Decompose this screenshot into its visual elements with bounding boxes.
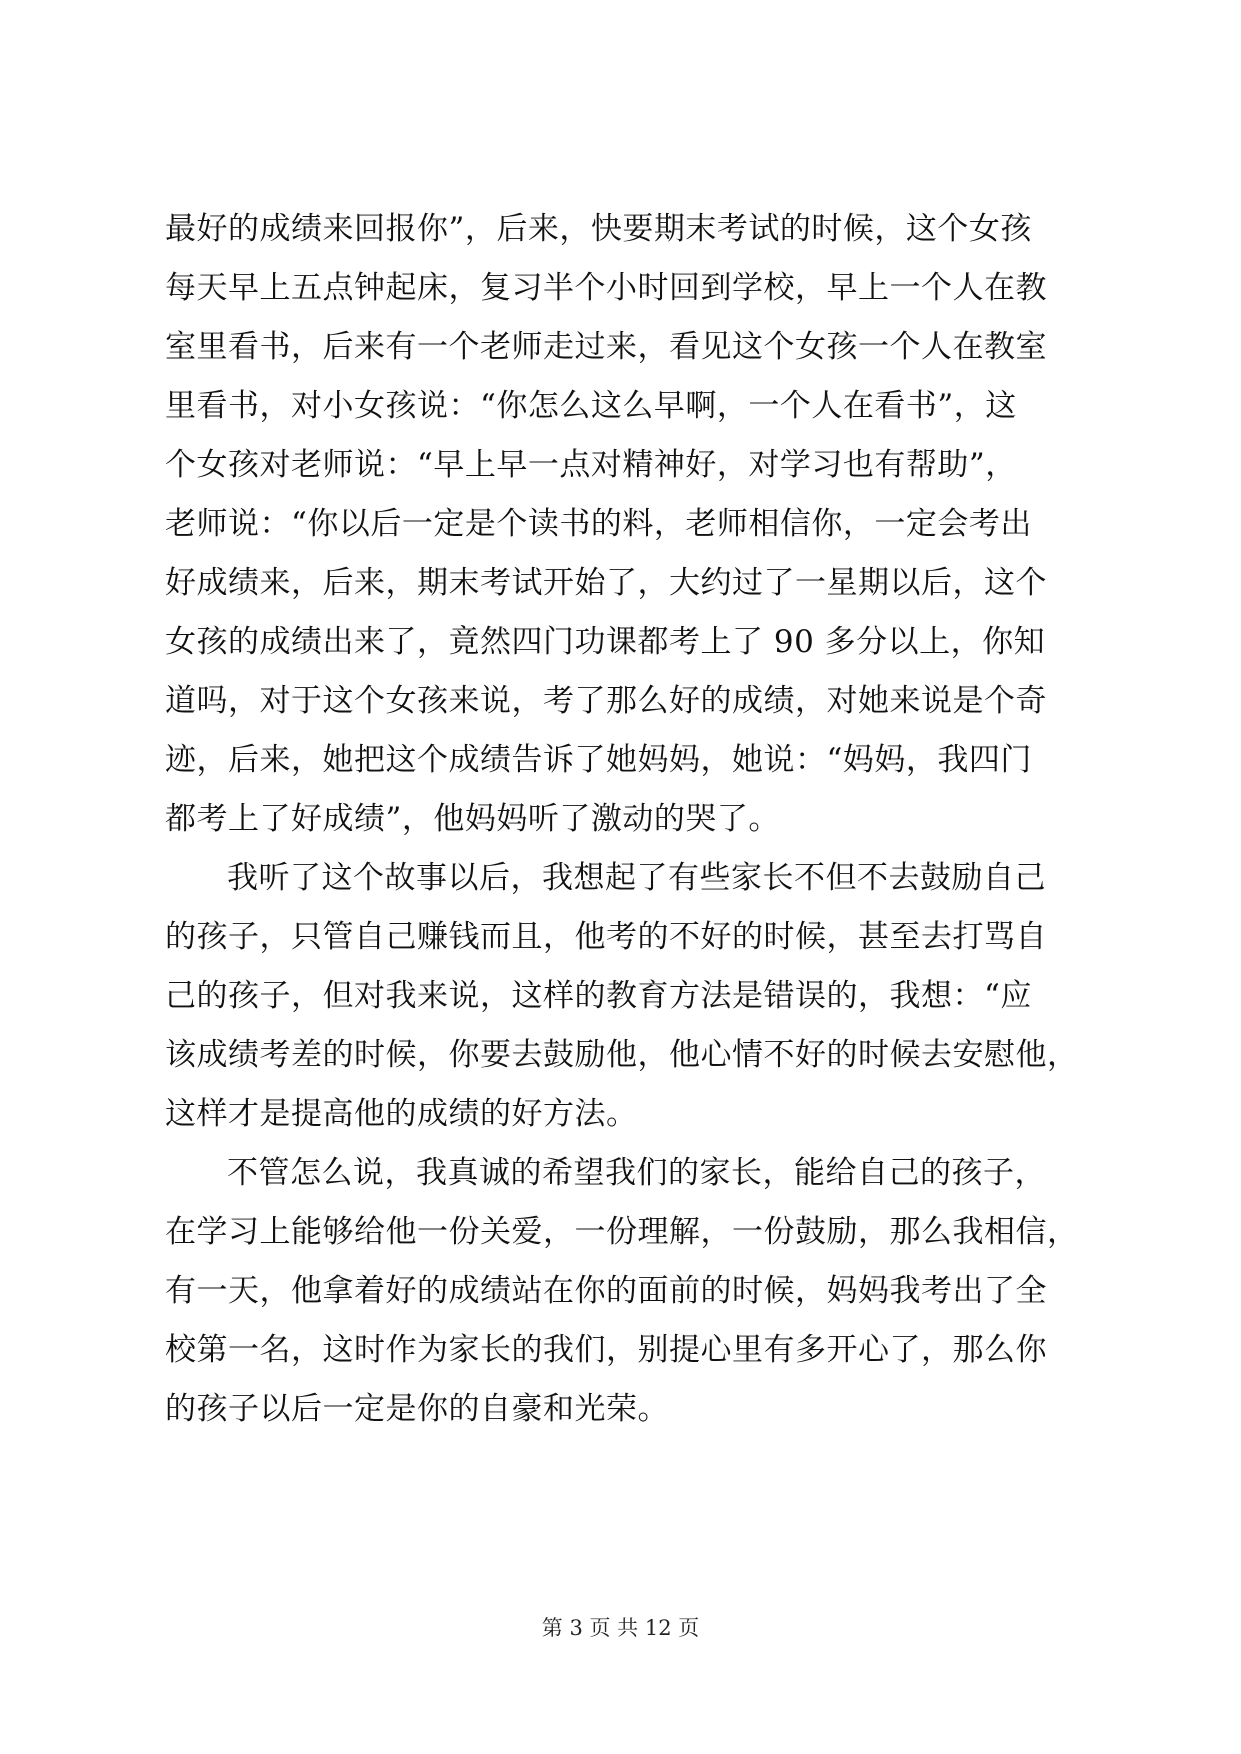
text-line: 这样才是提高他的成绩的好方法。 xyxy=(165,1096,638,1132)
text-line: 个女孩对老师说：“早上早一点对精神好，对学习也有帮助”， xyxy=(165,447,1017,483)
text-line: 最好的成绩来回报你”，后来，快要期末考试的时候，这个女孩 xyxy=(165,211,1032,247)
text-line: 都考上了好成绩”，他妈妈听了激动的哭了。 xyxy=(165,801,780,837)
text-line: 的孩子以后一定是你的自豪和光荣。 xyxy=(165,1391,669,1427)
text-line: 室里看书，后来有一个老师走过来，看见这个女孩一个人在教室 xyxy=(165,329,1047,365)
text-line: 道吗，对于这个女孩来说，考了那么好的成绩，对她来说是个奇 xyxy=(165,683,1047,719)
text-line: 在学习上能够给他一份关爱，一份理解，一份鼓励，那么我相信， xyxy=(165,1214,1079,1250)
document-body xyxy=(165,200,1080,1439)
text-line: 好成绩来，后来，期末考试开始了，大约过了一星期以后，这个 xyxy=(165,565,1047,601)
page-number-footer: 第 3 页 共 12 页 xyxy=(541,1616,700,1640)
text-line: 每天早上五点钟起床，复习半个小时回到学校，早上一个人在教 xyxy=(165,270,1047,306)
text-line: 己的孩子，但对我来说，这样的教育方法是错误的，我想：“应 xyxy=(165,978,1032,1014)
text-line: 有一天，他拿着好的成绩站在你的面前的时候，妈妈我考出了全 xyxy=(165,1273,1047,1309)
text-line: 迹，后来，她把这个成绩告诉了她妈妈，她说：“妈妈，我四门 xyxy=(165,742,1032,778)
text-line: 老师说：“你以后一定是个读书的料，老师相信你，一定会考出 xyxy=(165,506,1032,542)
text-line: 里看书，对小女孩说：“你怎么这么早啊，一个人在看书”，这 xyxy=(165,388,1017,424)
paragraph-start-line: 不管怎么说，我真诚的希望我们的家长，能给自己的孩子， xyxy=(227,1155,1046,1191)
text-line: 的孩子，只管自己赚钱而且，他考的不好的时候，甚至去打骂自 xyxy=(165,919,1047,955)
text-line: 该成绩考差的时候，你要去鼓励他，他心情不好的时候去安慰他， xyxy=(165,1037,1079,1073)
paragraph-start-line: 我听了这个故事以后，我想起了有些家长不但不去鼓励自己 xyxy=(227,860,1046,896)
text-line: 女孩的成绩出来了，竟然四门功课都考上了 90 多分以上，你知 xyxy=(165,624,1046,660)
text-line: 校第一名，这时作为家长的我们，别提心里有多开心了，那么你 xyxy=(165,1332,1047,1368)
